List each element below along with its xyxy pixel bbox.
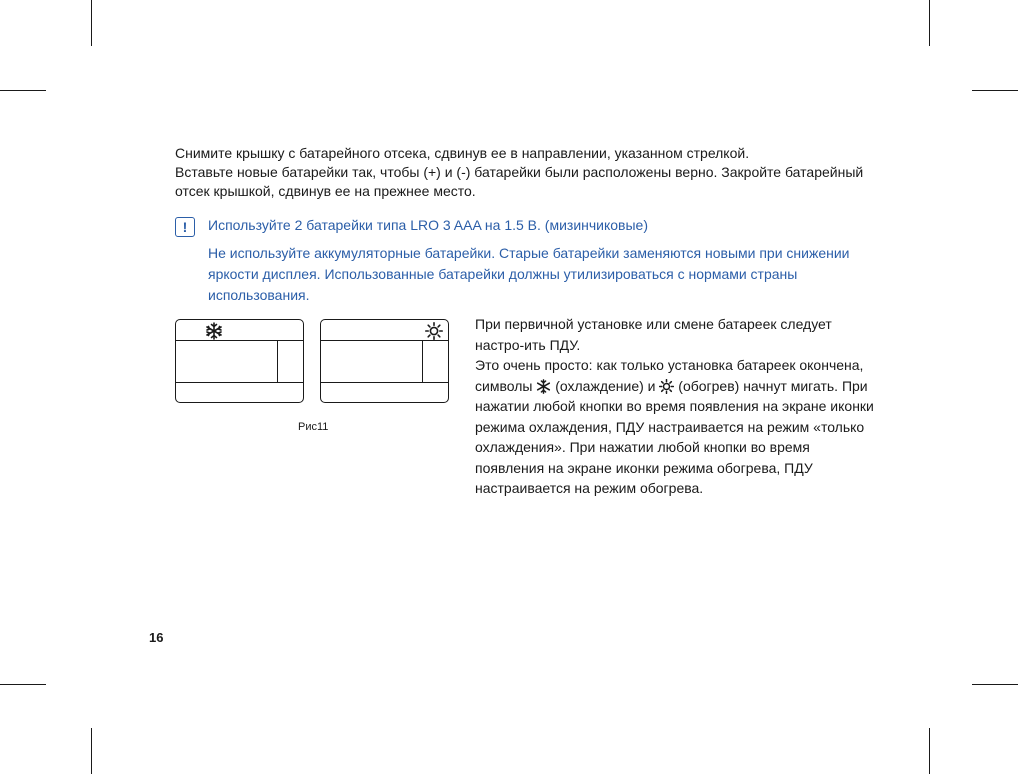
intro-text bbox=[175, 144, 865, 201]
crop-mark bbox=[91, 0, 92, 46]
crop-mark bbox=[0, 684, 46, 685]
display-divider bbox=[176, 382, 303, 383]
display-divider bbox=[422, 340, 423, 383]
display-divider bbox=[321, 340, 448, 341]
description-paragraph-2 bbox=[475, 355, 875, 499]
description-paragraph-1: При первичной установке или смене батареек следует настро-ить ПДУ. bbox=[475, 316, 832, 353]
display-divider bbox=[176, 340, 303, 341]
page-number: 16 bbox=[149, 630, 164, 645]
warning-icon: ! bbox=[175, 217, 195, 237]
description-text: Это очень просто: как только установка батареек окончена, символы bbox=[475, 357, 864, 394]
description-text: (охлаждение) и bbox=[555, 377, 656, 394]
sun-icon bbox=[659, 379, 674, 394]
snowflake-icon bbox=[536, 379, 551, 394]
note-battery-type: Используйте 2 батарейки типа LRO 3 AAA на 1.5 В. (мизинчиковые) bbox=[208, 217, 649, 233]
setup-description bbox=[475, 314, 875, 499]
crop-mark bbox=[0, 90, 46, 91]
remote-display-heating bbox=[320, 319, 449, 403]
intro-line-1: Снимите крышку с батарейного отсека, сдвинув ее в направлении, указанном стрелкой. bbox=[175, 145, 750, 161]
display-divider bbox=[321, 382, 448, 383]
display-divider bbox=[277, 340, 278, 383]
snowflake-icon bbox=[205, 322, 223, 340]
description-text: (обогрев) начнут мигать. При нажатии любой кнопки во время появления на экране иконки режима охлаждения, ПДУ настраивается на режим «только охлаждения». При нажатии любой кнопки во время появления на экране иконки режима обогрева, ПДУ настраивается на режим обогрева. bbox=[475, 377, 874, 496]
intro-line-2: Вставьте новые батарейки так, чтобы (+) и (-) батарейки были расположены верно. Закройте батарейный отсек крышкой, сдвинув ее на прежнее место. bbox=[175, 164, 864, 199]
crop-mark bbox=[929, 728, 930, 774]
remote-display-cooling bbox=[175, 319, 304, 403]
sun-icon bbox=[425, 322, 443, 340]
note-battery-warning: Не используйте аккумуляторные батарейки. Старые батарейки заменяются новыми при снижении яркости дисплея. Использованные батарейки должны утилизироваться с нормами страны использования. bbox=[208, 245, 850, 303]
figure-caption: Рис11 bbox=[298, 421, 329, 433]
crop-mark bbox=[972, 90, 1018, 91]
crop-mark bbox=[972, 684, 1018, 685]
crop-mark bbox=[91, 728, 92, 774]
crop-mark bbox=[929, 0, 930, 46]
